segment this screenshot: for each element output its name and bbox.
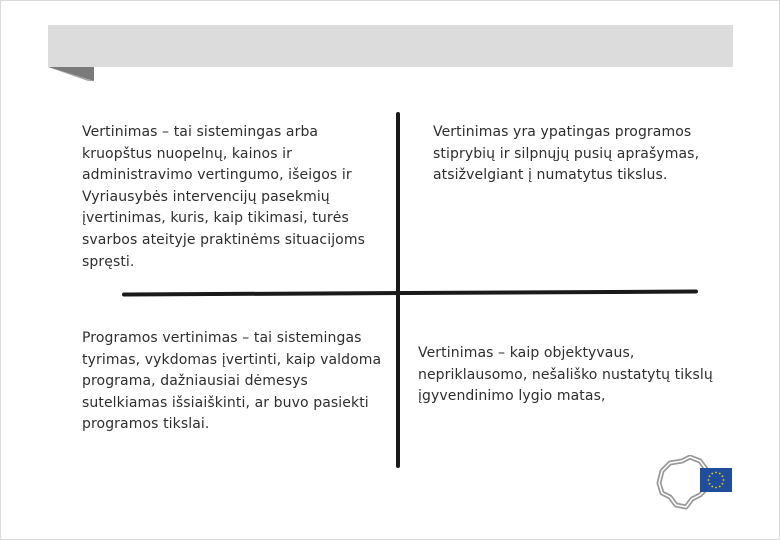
eu-star-icon: [719, 486, 721, 488]
eu-star-icon: [715, 472, 717, 474]
eu-star-icon: [722, 475, 724, 477]
eu-star-icon: [708, 479, 710, 481]
eu-star-icon: [719, 473, 721, 475]
eu-star-icon: [709, 483, 711, 485]
vertical-divider-line: [396, 112, 400, 468]
quadrant-top-right-text: Vertinimas yra ypatingas programos stiprybių ir silpnųjų pusių aprašymas, atsižvelgiant į numatytus tikslus.: [433, 124, 700, 184]
header-band: [48, 25, 733, 67]
lithuania-eu-logo: [656, 455, 736, 511]
header-fold-decoration: [48, 67, 94, 81]
eu-star-icon: [722, 483, 724, 485]
eu-star-icon: [711, 473, 713, 475]
eu-star-icon: [723, 479, 725, 481]
eu-flag-icon: [700, 468, 732, 492]
quadrant-bottom-left-text: Programos vertinimas – tai sistemingas tyrimas, vykdomas įvertinti, kaip valdoma programa, dažniausiai dėmesys sutelkiamas išsiaiškinti, ar buvo pasiekti programos tikslai.: [82, 330, 382, 433]
eu-star-icon: [711, 486, 713, 488]
quadrant-top-left-text: Vertinimas – tai sistemingas arba kruopštus nuopelnų, kainos ir administravimo vertingumo, išeigos ir Vyriausybės intervencijų pasekmių įvertinimas, kuris, kaip tikimasi, turės svarbos ateityje praktinėms situacijoms spręsti.: [82, 124, 365, 270]
quadrant-bottom-right-text: Vertinimas – kaip objektyvaus, nepriklausomo, nešališko nustatytų tikslų įgyvendinimo lygio matas,: [418, 345, 713, 405]
eu-star-icon: [715, 487, 717, 489]
eu-star-icon: [709, 475, 711, 477]
